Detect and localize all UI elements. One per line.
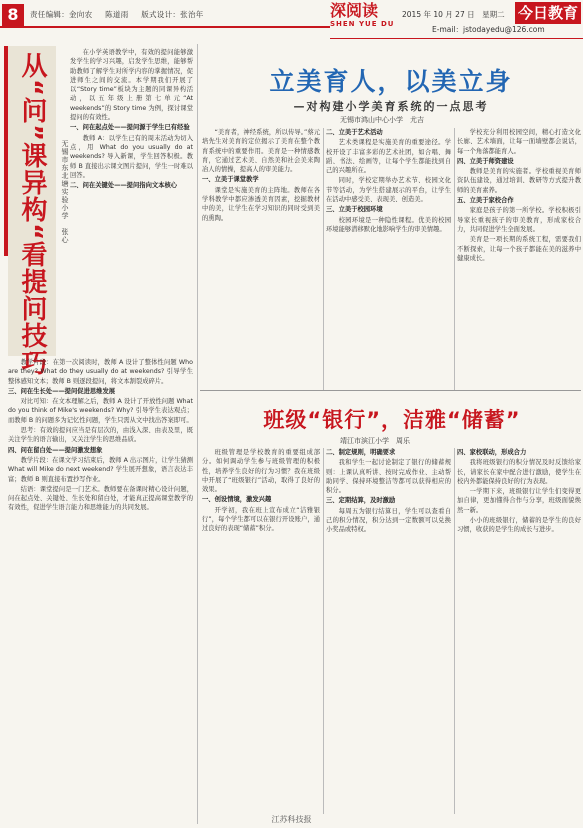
paragraph: 开学初，我在班上宣布成立“洁雅银行”，每个学生都可以在银行开设账户，通过良好的表现“储蓄”积分。	[202, 506, 320, 533]
page-footer: 江苏科技报	[271, 815, 312, 824]
section-heading: 二、制定规则，明确要求	[326, 449, 396, 456]
paragraph: 艺术类课程是实施美育的重要途径。学校开设了丰富多彩的艺术社团，如合唱、舞蹈、书法、绘画等，让每个学生都能找到自己的兴趣所在。	[326, 139, 451, 175]
main-article-author: 无锡市鸿山中心小学 尤吉	[340, 116, 424, 124]
paragraph: 思考：有效的提问应当是有层次的，由浅入深、由表及里，既关注学生的语言输出，又关注学生的思维品质。	[8, 427, 193, 444]
section-heading: 一、问在起点处——提问源于学生已有经验	[70, 124, 190, 132]
paragraph: 每周五为银行结算日，学生可以查看自己的积分情况，积分达到一定数额可以兑换小奖品或特权。	[326, 507, 451, 534]
paragraph: 校园环境是一种隐性课程。优美的校园环境能够潜移默化地影响学生的审美情趣。	[326, 216, 451, 233]
editor-chief: 责任编辑：金向农	[30, 10, 93, 19]
designer-name: 版式设计：张治年	[141, 10, 204, 19]
column-divider	[323, 128, 324, 390]
second-article-column-1	[202, 448, 320, 818]
section-divider	[200, 390, 581, 391]
section-heading: 二、问在关键处——提问指向文本核心	[70, 182, 178, 190]
section-heading: 一、立美于课堂教学	[202, 176, 259, 184]
paragraph: 美育是一项长期的系统工程，需要我们不断探索，让每一个孩子都能在美的滋养中健康成长。	[457, 236, 581, 262]
section-heading: 三、立美于校园环境	[326, 206, 383, 214]
paragraph: 结语：课堂提问是一门艺术。教师要在备课时精心设计问题，问在起点处、关键处、生长处和留白处，才能真正提高课堂教学的有效性，促进学生语言能力和思维能力的共同发展。	[8, 485, 193, 512]
second-article-column-3	[457, 448, 581, 818]
main-article-subtitle: —对构建小学美育系统的一点思考	[293, 100, 489, 113]
paragraph: 教师是美育的实施者。学校重视美育师资队伍建设，通过培训、教研等方式提升教师的美育素养。	[457, 168, 581, 194]
section-heading: 五、立美于家校合作	[457, 197, 514, 205]
column-name	[330, 2, 400, 38]
paragraph: 课堂是实施美育的主阵地。教师在各学科教学中都应渗透美育因素，挖掘教材中的美，让学生在学习知识的同时受到美的熏陶。	[202, 186, 320, 222]
paragraph: 在小学英语教学中，有效的提问能够激发学生的学习兴趣，启发学生思维，能够帮助教师了解学生对所学内容的掌握情况，促进师生之间的交流。本学期我们开展了以“Story time”板块为主题的同课异构活动，以五年级上册第七单元“At weekends”的 Story time 为例，探讨课堂提问的有效性。	[70, 49, 193, 122]
paragraph: 教学片段：在第一次阅读时，教师 A 设计了整体性问题 Who are they? What do they usually do at weekends? 引导学生整体感知文本；教师 B 则逐段提问，将文本割裂成碎片。	[8, 359, 193, 385]
issue-date: 2015 年 10 月 27 日 星期二	[402, 10, 505, 19]
section-heading: 二、立美于艺术活动	[326, 129, 383, 136]
column-divider	[454, 128, 455, 390]
brand-logo: 今日教育	[515, 2, 581, 24]
left-article-title: 从“问”课异构“看提问技巧	[17, 52, 47, 377]
paragraph: 我和学生一起讨论制定了银行的储蓄规则：上课认真听讲、按时完成作业、主动帮助同学、保持环境整洁等都可以获得相应的积分。	[326, 459, 451, 495]
paragraph: 教师 A：以学生已有的周末活动为切入点，用 What do you usually do at weekends? 导入新课，学生回答积极。教师 B 直接出示课文图片提问，学生一时难以回答。	[70, 134, 193, 179]
page-header	[0, 0, 583, 38]
paragraph: 班级管理是学校教育的重要组成部分。如何调动学生参与班级管理的积极性，培养学生良好的行为习惯？我在班级中开展了“班级银行”活动，取得了良好的效果。	[202, 449, 320, 494]
paragraph: 家庭是孩子的第一所学校。学校积极引导家长重视孩子的审美教育，形成家校合力，共同促进学生全面发展。	[457, 207, 581, 233]
paragraph: “美育者，神经系统，所以传导。”蔡元培先生对美育的定位揭示了美育在整个教育系统中的重要作用。美育是一种情感教育，它通过艺术美、自然美和社会美来陶冶人的情操，提高人的审美能力。	[202, 129, 320, 174]
section-heading: 三、问在生长处——提问促进思维发展	[8, 387, 116, 395]
contact-email: E-mail：jstodayedu@126.com	[432, 25, 545, 34]
paragraph: 学校充分利用校园空间，精心打造文化长廊、艺术墙面，让每一面墙壁都会说话，每一个角落都能育人。	[457, 129, 581, 155]
header-left-bar	[0, 4, 330, 28]
header-rule	[330, 38, 583, 39]
left-article-column-2	[8, 358, 193, 823]
section-heading: 一、创设情境，激发兴趣	[202, 496, 272, 504]
section-heading: 四、立美于师资建设	[457, 157, 514, 165]
second-article-column-2	[326, 448, 451, 818]
paragraph: 教学片段：在课文学习结束后，教师 A 出示图片，让学生猜测 What will Mike do next weekend? 学生展开想象，语言表达丰富；教师 B 则直接布置抄写作业。	[8, 456, 193, 483]
main-article-column-2	[326, 128, 451, 386]
main-article-column-1	[202, 128, 320, 386]
main-article-column-3	[457, 128, 581, 386]
section-heading: 四、问在留白处——提问激发想象	[8, 446, 103, 454]
column-name-en: SHEN YUE DU	[330, 20, 395, 28]
left-article-author: 无锡市东北塘实验小学 张心	[61, 140, 69, 244]
paragraph: 我将班级银行的积分情况及时反馈给家长，请家长在家中配合进行激励，使学生在校内外都能保持良好的行为表现。	[457, 459, 581, 485]
paragraph: 同时，学校定期举办艺术节、校园文化节等活动，为学生搭建展示的平台，让学生在活动中感受美、表现美、创造美。	[326, 177, 451, 204]
page-number: 8	[2, 4, 24, 26]
paragraph: 小小的班级银行，储蓄的是学生的良好习惯，收获的是学生的成长与进步。	[457, 517, 581, 534]
section-heading: 三、定期结算，及时激励	[326, 497, 396, 505]
column-name-cn: 深阅读	[330, 1, 379, 20]
main-article-title: 立美育人，以美立身	[269, 67, 513, 96]
column-divider	[454, 448, 455, 814]
paragraph: 对比可知：在文本理解之后，教师 A 设计了开放性问题 What do you think of Mike's weekends? Why? 引导学生表达观点；而教师 B 的问题多为记忆性问题，学生只需从文中找出答案即可。	[8, 398, 193, 424]
second-article-author: 靖江市滨江小学 周乐	[340, 437, 410, 445]
left-article-column-1	[70, 48, 193, 348]
editor-name: 陈道雨	[105, 10, 129, 19]
editor-credits	[30, 9, 214, 20]
paragraph: 一学期下来，班级银行让学生们变得更加自律，更加懂得合作与分享，班级面貌焕然一新。	[457, 488, 581, 514]
second-article-title: 班级“银行”，洁雅“储蓄”	[263, 408, 521, 432]
column-divider	[323, 448, 324, 814]
column-divider	[197, 44, 198, 824]
section-heading: 四、家校联动，形成合力	[457, 449, 527, 456]
